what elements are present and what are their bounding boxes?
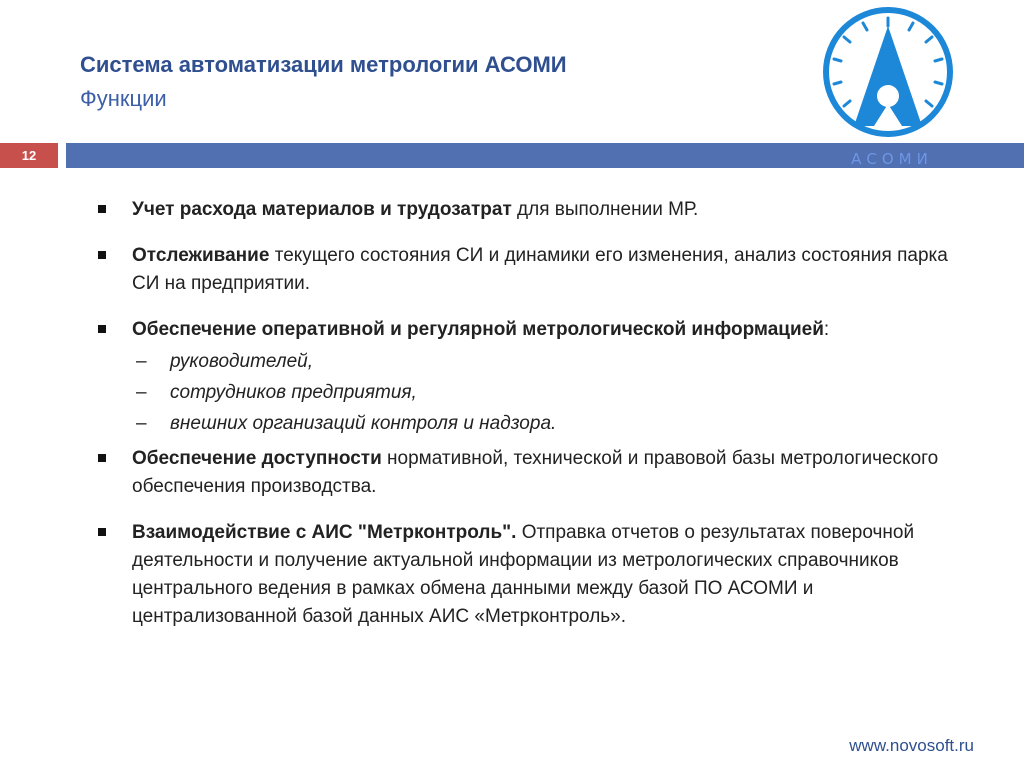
item-bold-text: Учет расхода материалов и трудозатрат [132, 199, 512, 220]
list-item [96, 316, 976, 439]
item-text: нормативной, технической и правовой базы метрологического обеспечения производства. [132, 448, 939, 497]
sub-item-text: внешних организаций контроля и надзора. [170, 413, 557, 434]
logo-wordmark: АСОМИ [851, 150, 933, 168]
list-item [96, 519, 976, 631]
item-text: текущего состояния СИ и динамики его изменения, анализ состояния парка СИ на предприятии. [132, 245, 948, 294]
dash-bullet-icon: – [136, 382, 147, 403]
list-item [96, 445, 976, 501]
slide-subtitle: Функции [80, 86, 167, 111]
item-bold-text: Обеспечение доступности [132, 448, 382, 469]
sub-item-text: руководителей, [170, 351, 314, 372]
sub-list-item [132, 346, 976, 377]
slide-title: Система автоматизации метрологии АСОМИ [80, 52, 567, 77]
item-text: : [823, 319, 830, 340]
footer-url[interactable]: www.novosoft.ru [849, 736, 974, 755]
asomi-logo-icon [818, 4, 958, 169]
page-number-badge: 12 [0, 143, 58, 168]
square-bullet-icon [98, 251, 106, 259]
item-text: Отправка отчетов о результатах поверочной деятельности и получение актуальной информации из метрологических справочников центрального ведения в рамках обмена данными между базой ПО АСОМИ и централизованной базой данных АИС «Метрконтроль». [132, 522, 915, 627]
sub-item-text: сотрудников предприятия, [170, 382, 417, 403]
list-item [96, 196, 976, 224]
sub-list-item [132, 377, 976, 408]
square-bullet-icon [98, 454, 106, 462]
item-bold-text: Отслеживание [132, 245, 270, 266]
item-bold-text: Обеспечение оперативной и регулярной метрологической информацией [132, 319, 824, 340]
square-bullet-icon [98, 528, 106, 536]
item-text: для выполнении МР. [511, 199, 699, 220]
square-bullet-icon [98, 325, 106, 333]
functions-list [96, 196, 976, 649]
list-item [96, 242, 976, 298]
dash-bullet-icon: – [136, 351, 147, 372]
item-bold-text: Взаимодействие с АИС "Метрконтроль". [132, 522, 517, 543]
sub-list-item [132, 408, 976, 439]
square-bullet-icon [98, 205, 106, 213]
dash-bullet-icon: – [136, 413, 147, 434]
sub-list [132, 346, 976, 439]
